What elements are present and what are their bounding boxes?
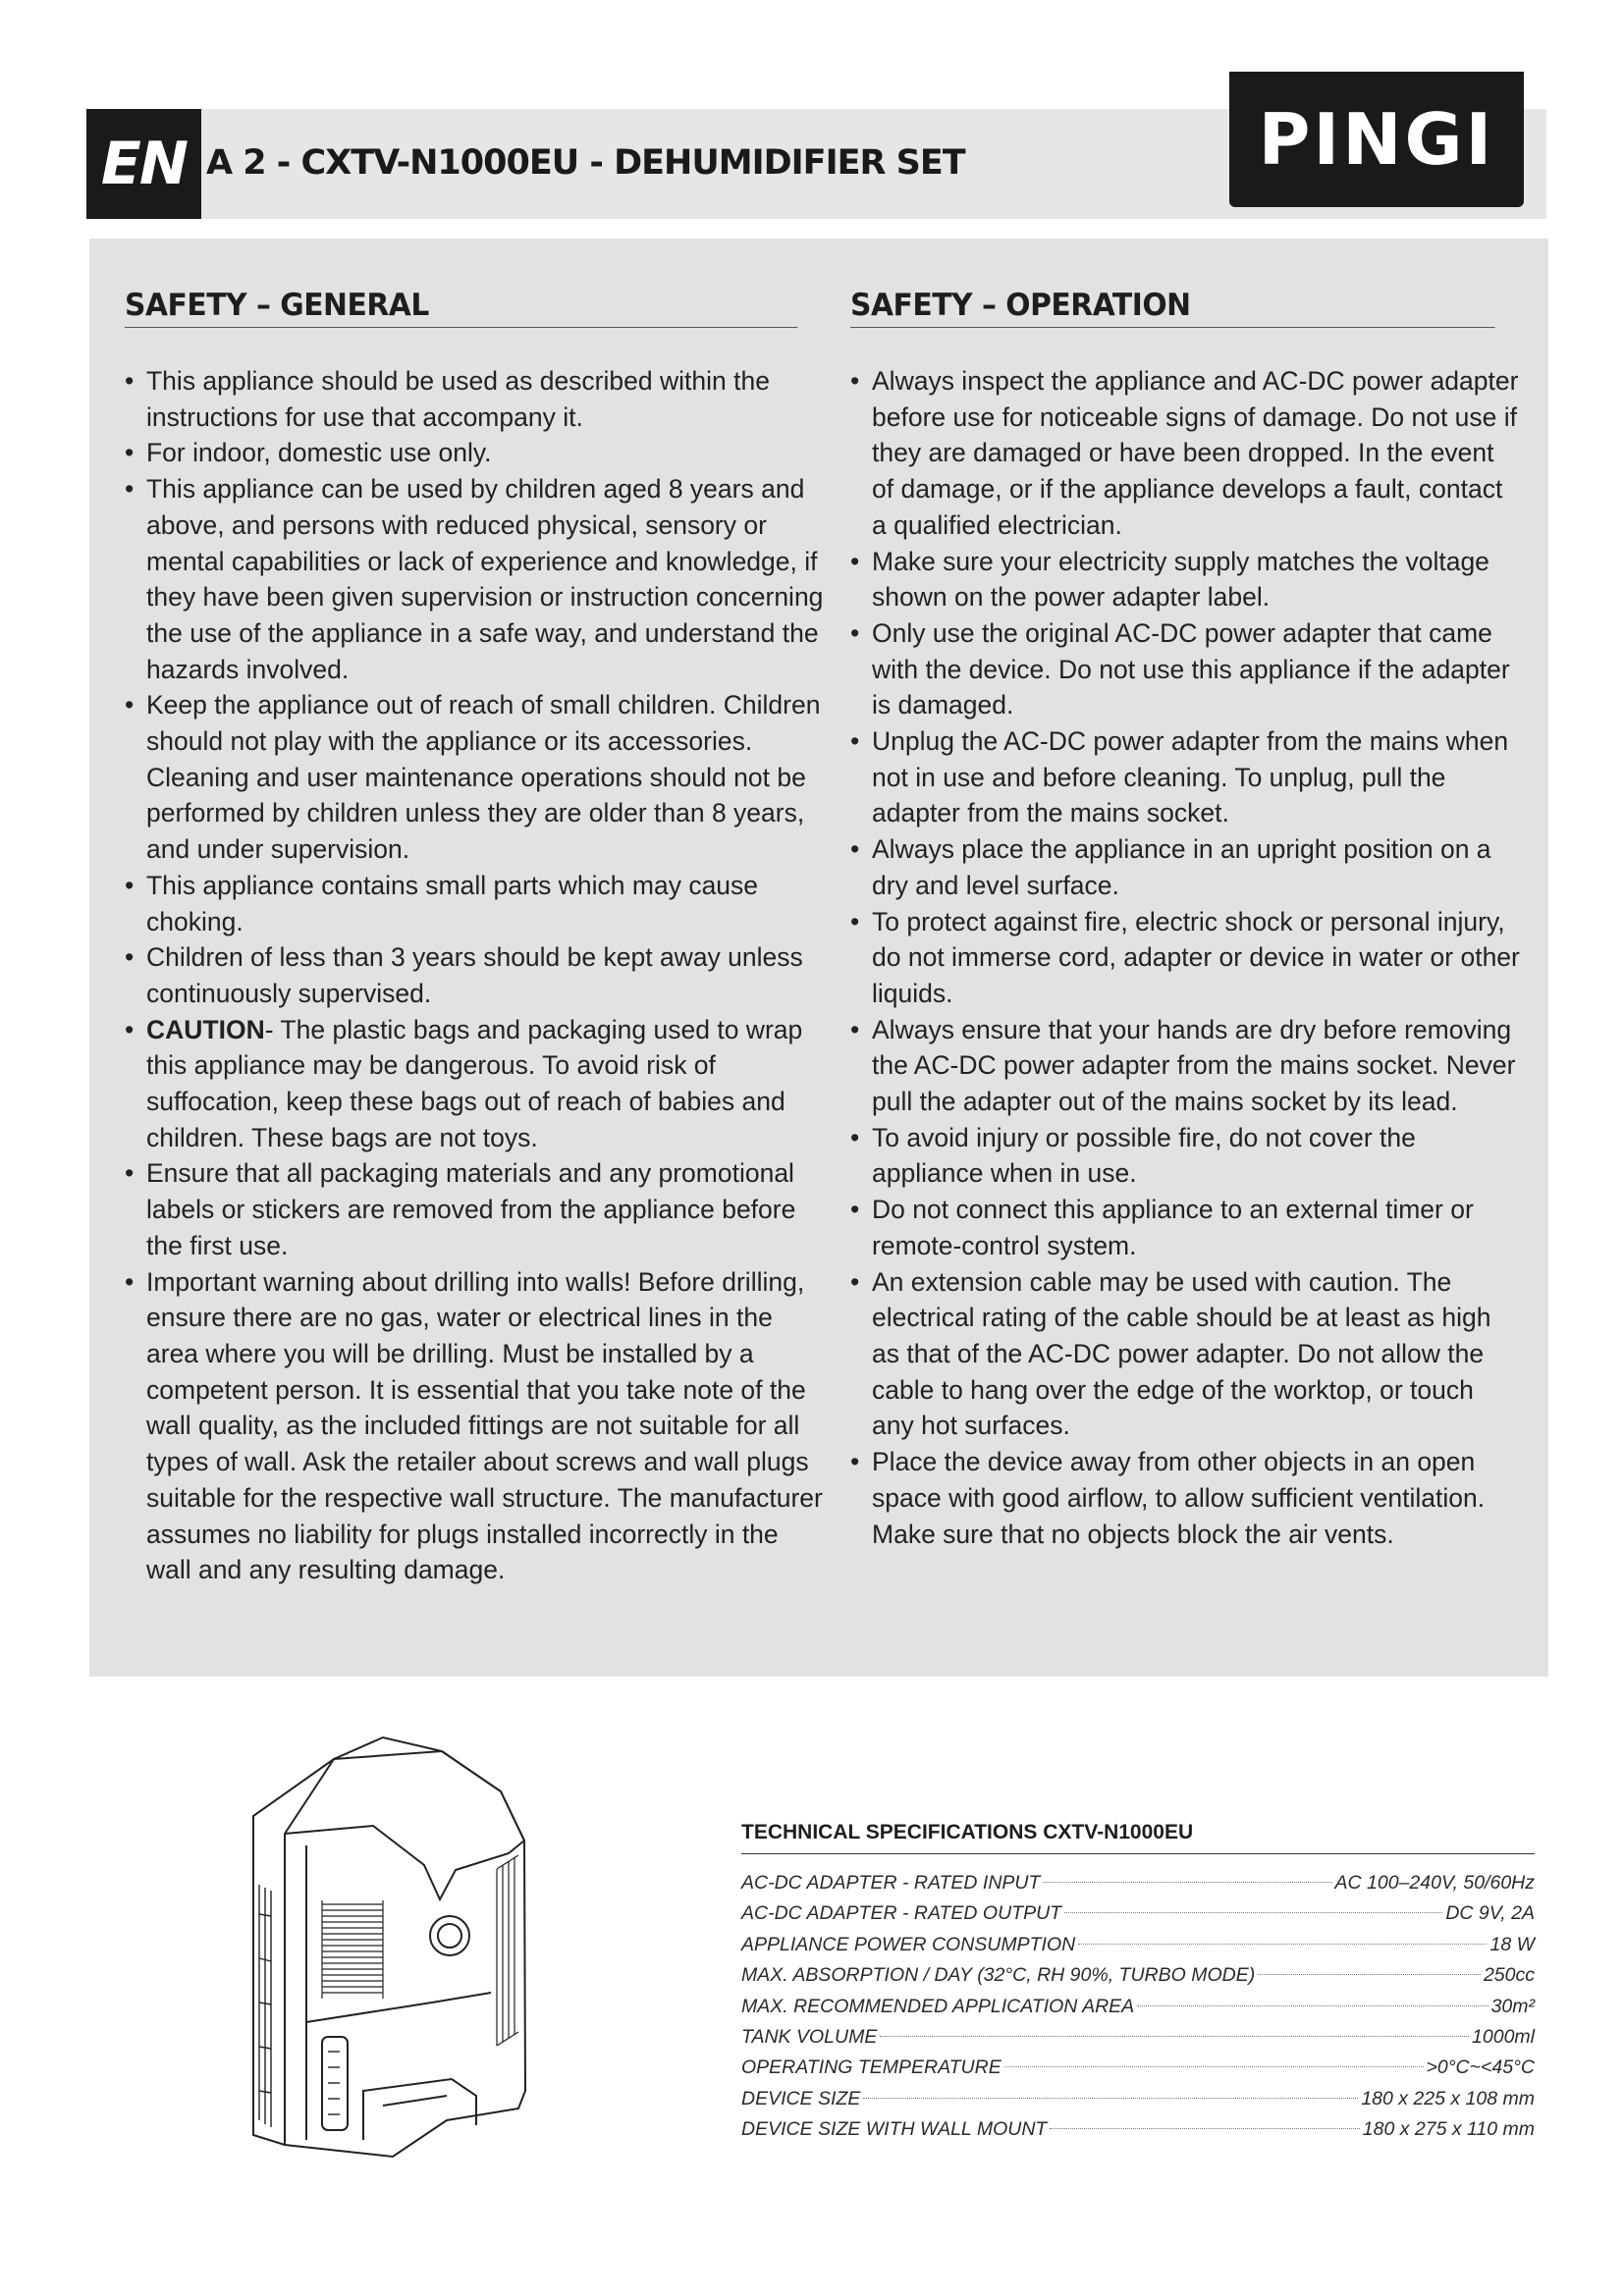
spec-label: DEVICE SIZE WITH WALL MOUNT [741,2118,1048,2141]
spec-leader-dots [1050,2128,1359,2129]
spec-row [741,1898,1535,1929]
spec-row [741,2053,1535,2083]
spec-value: 1000ml [1472,2025,1535,2048]
spec-value: 250cc [1483,1964,1535,1987]
safety-item [125,435,826,471]
safety-item [125,471,826,687]
spec-label: OPERATING TEMPERATURE [741,2056,1001,2079]
spec-value: >0°C~<45°C [1426,2056,1535,2079]
document-title: A 2 - CXTV-N1000EU - DEHUMIDIFIER SET [206,143,965,183]
safety-general-column [125,288,826,1588]
safety-item-text: Important warning about drilling into walls! Before drilling, ensure there are no gas, water or electrical lines in the area where you will be drilling. Must be installed by a competent person. It is essential that you take note of the wall quality, as the included fittings are not suitable for all types of wall. Ask the retailer about screws and wall plugs suitable for the respective wall structure. The manufacturer assumes no liability for plugs installed incorrectly in the wall and any resulting damage. [146,1266,823,1585]
safety-item-text: Only use the original AC-DC power adapter that came with the device. Do not use this appliance if the adapter is damaged. [872,617,1510,721]
spec-label: AC-DC ADAPTER - RATED INPUT [741,1872,1041,1894]
safety-item [850,904,1522,1012]
safety-operation-list [850,363,1522,1552]
section-heading-safety-general: SAFETY – GENERAL [125,288,797,328]
safety-item-text: Always inspect the appliance and AC-DC power adapter before use for noticeable signs of damage. Do not use if they are damaged or have been dropped. In the event of damage, or if the appliance develops a fault, contact a qualified electrician. [872,366,1519,540]
safety-item-text: This appliance can be used by children aged 8 years and above, and persons with reduced physical, sensory or mental capabilities or lack of experience and knowledge, if they have been given supervision or instruction concerning the use of the appliance in a safe way, and understand the hazards involved. [146,474,824,684]
spec-label: MAX. ABSORPTION / DAY (32°C, RH 90%, TURBO MODE) [741,1964,1256,1987]
dehumidifier-illustration [245,1708,540,2160]
safety-item-text: - The plastic bags and packaging used to wrap this appliance may be dangerous. To avoid risk of suffocation, keep these bags out of reach of babies and children. These bags are not toys. [146,1014,803,1152]
safety-item [850,1192,1522,1263]
language-badge: EN [86,109,201,219]
safety-item-text: Unplug the AC-DC power adapter from the mains when not in use and before cleaning. To unplug, pull the adapter from the mains socket. [872,726,1509,828]
spec-label: DEVICE SIZE [741,2087,861,2109]
safety-item-text: To protect against fire, electric shock or personal injury, do not immerse cord, adapter or device in water or other liquids. [872,906,1520,1008]
safety-item-text: This appliance should be used as described within the instructions for use that accompany it. [146,366,770,432]
spec-label: APPLIANCE POWER CONSUMPTION [741,1933,1076,1955]
safety-item [850,544,1522,615]
safety-item [850,1120,1522,1192]
safety-item [125,1264,826,1588]
spec-leader-dots [880,2036,1469,2037]
technical-specifications [741,1821,1535,2146]
spec-row [741,1960,1535,1991]
safety-item-text: This appliance contains small parts which may cause choking. [146,870,759,936]
safety-item [125,1012,826,1156]
safety-item-text: Always place the appliance in an upright position on a dry and level surface. [872,834,1491,900]
safety-item-text: Keep the appliance out of reach of small children. Children should not play with the appliance or its accessories. Cleaning and user maintenance operations should not be performed by children unless they are older than 8 years, and under supervision. [146,690,821,865]
spec-leader-dots [1064,1912,1442,1913]
spec-leader-dots [1258,1974,1481,1975]
spec-row [741,2084,1535,2114]
safety-item-text: Place the device away from other objects in an open space with good airflow, to allow sufficient ventilation. Make sure that no objects block the air vents. [872,1447,1486,1549]
spec-label: MAX. RECOMMENDED APPLICATION AREA [741,1995,1135,2017]
safety-item [125,687,826,868]
spec-row [741,1868,1535,1898]
safety-item-text: To avoid injury or possible fire, do not cover the appliance when in use. [872,1122,1416,1189]
safety-item [125,939,826,1011]
spec-row [741,1930,1535,1960]
spec-value: 18 W [1489,1933,1535,1955]
section-heading-safety-operation: SAFETY – OPERATION [850,288,1495,328]
spec-leader-dots [863,2098,1358,2099]
spec-label: TANK VOLUME [741,2025,878,2048]
spec-value: 30m² [1490,1995,1535,2017]
spec-row [741,2022,1535,2053]
spec-leader-dots [1078,1944,1487,1945]
safety-item [850,363,1522,544]
safety-item-text: An extension cable may be used with caution. The electrical rating of the cable should be at least as high as that of the AC-DC power adapter. Do not allow the cable to hang over the edge of the worktop, or touch any hot surfaces. [872,1266,1491,1441]
spec-leader-dots [1137,2005,1488,2006]
safety-item [850,1444,1522,1552]
safety-item-text: Children of less than 3 years should be kept away unless continuously supervised. [146,942,803,1008]
safety-panel [89,239,1548,1677]
spec-value: AC 100–240V, 50/60Hz [1334,1872,1535,1894]
spec-row [741,1992,1535,2022]
specs-title: TECHNICAL SPECIFICATIONS CXTV-N1000EU [741,1821,1535,1854]
safety-operation-column [850,288,1522,1552]
spec-label: AC-DC ADAPTER - RATED OUTPUT [741,1902,1062,1925]
spec-value: DC 9V, 2A [1445,1902,1535,1925]
safety-item [125,868,826,939]
safety-item [850,831,1522,903]
safety-item [850,1012,1522,1120]
specs-table [741,1868,1535,2146]
brand-logo: PINGI [1229,72,1524,207]
safety-item-text: Ensure that all packaging materials and any promotional labels or stickers are removed from the appliance before the first use. [146,1158,796,1260]
safety-item [125,363,826,435]
safety-item-text: Make sure your electricity supply matches the voltage shown on the power adapter label. [872,546,1489,613]
safety-item [125,1155,826,1263]
safety-item [850,723,1522,831]
safety-general-list [125,363,826,1588]
safety-item-text: Always ensure that your hands are dry before removing the AC-DC power adapter from the mains socket. Never pull the adapter out of the mains socket by its lead. [872,1014,1516,1117]
spec-leader-dots [1004,2066,1424,2067]
safety-item-text: For indoor, domestic use only. [146,438,492,468]
safety-item-emphasis: CAUTION [146,1014,265,1044]
spec-value: 180 x 225 x 108 mm [1361,2087,1535,2109]
safety-item [850,1264,1522,1445]
spec-value: 180 x 275 x 110 mm [1362,2118,1535,2141]
spec-leader-dots [1043,1882,1331,1883]
spec-row [741,2114,1535,2145]
safety-item [850,615,1522,723]
safety-item-text: Do not connect this appliance to an external timer or remote-control system. [872,1195,1474,1260]
